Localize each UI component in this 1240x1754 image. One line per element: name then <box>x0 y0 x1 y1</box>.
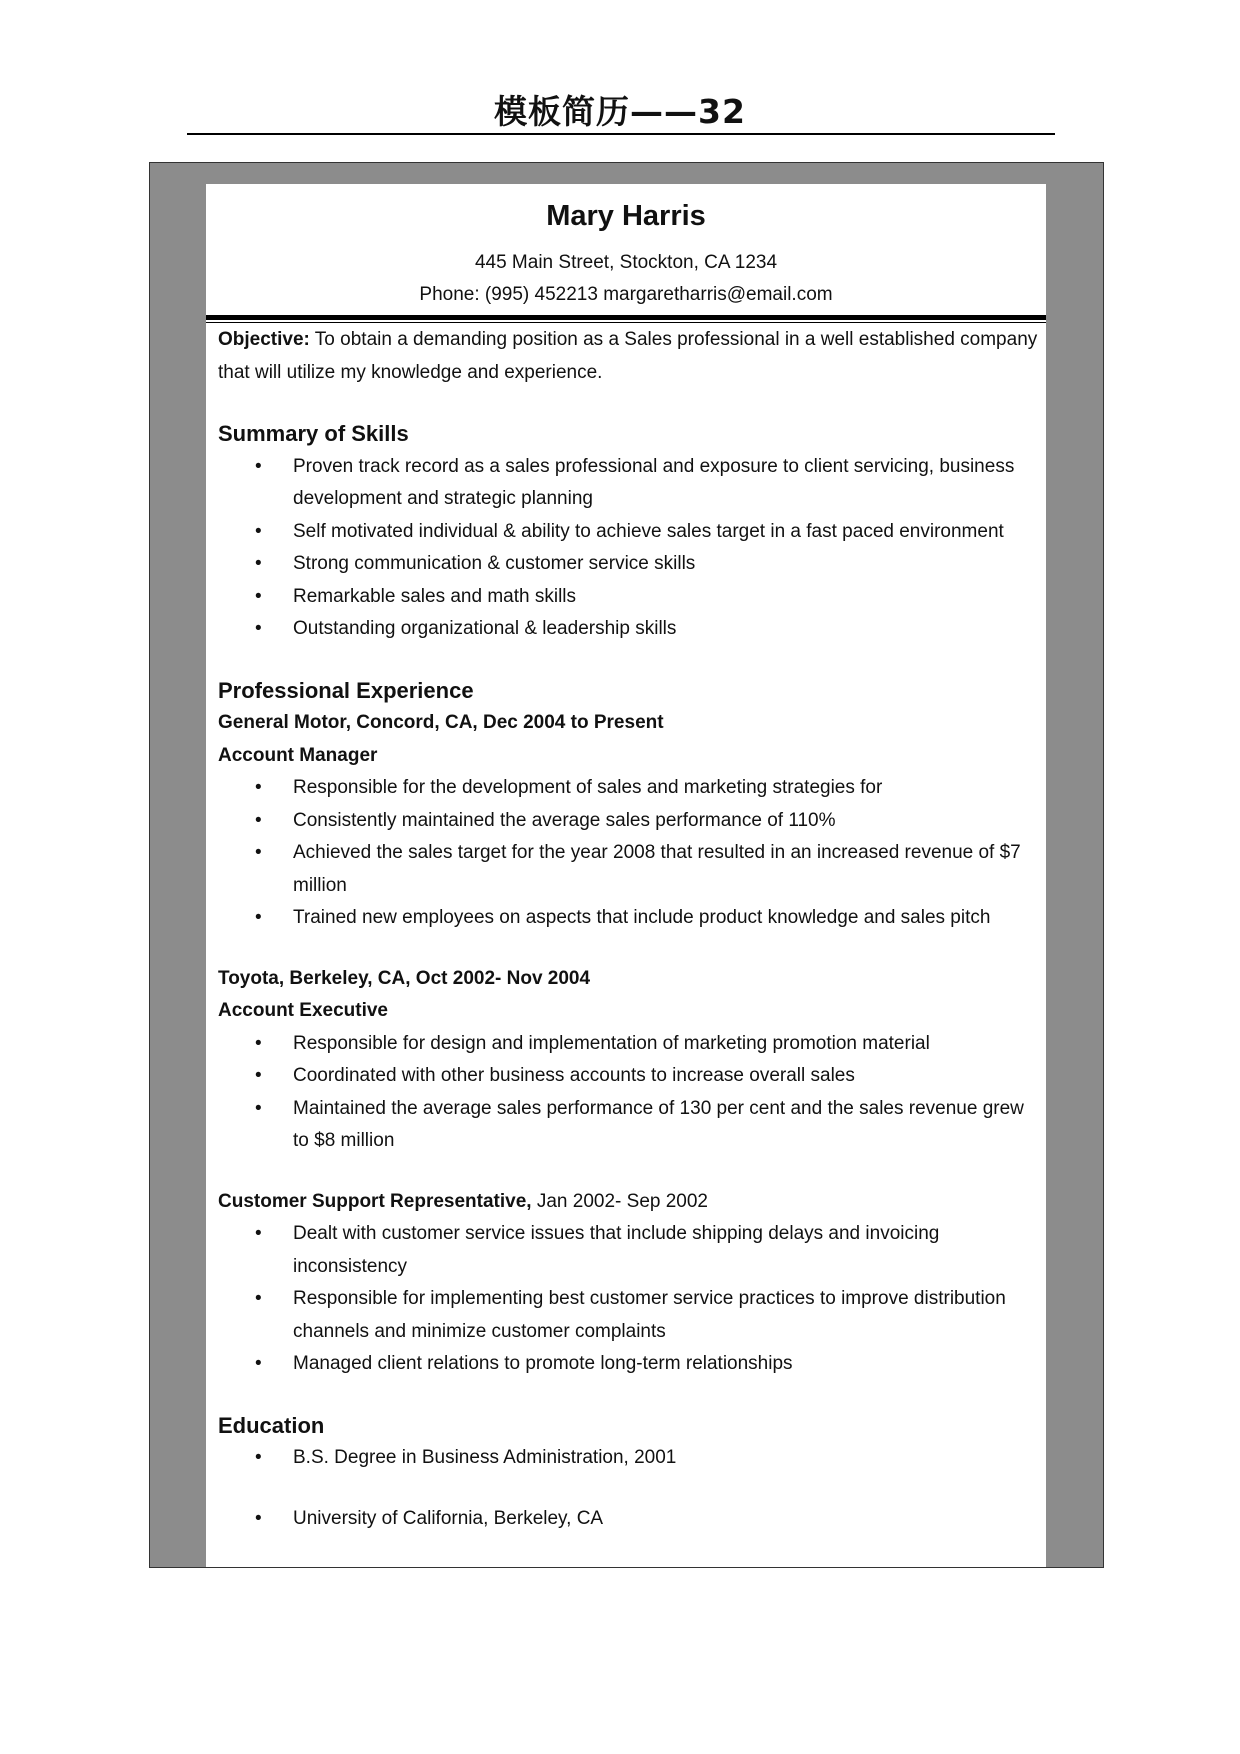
skill-item: • Remarkable sales and math skills <box>218 581 1038 614</box>
job-title: Customer Support Representative, <box>218 1190 532 1212</box>
skill-item: • Outstanding organizational & leadership skills <box>218 613 1038 646</box>
duty-item: • Trained new employees on aspects that include product knowledge and sales pitch <box>218 902 1038 935</box>
job-dates: Jan 2002- Sep 2002 <box>531 1190 708 1212</box>
bullet-icon: • <box>255 585 262 607</box>
bullet-icon: • <box>255 618 262 639</box>
job-customer-support <box>218 1186 1038 1381</box>
resume-page <box>206 184 1046 1567</box>
education-item: • B.S. Degree in Business Administration, 2001 <box>218 1442 1038 1475</box>
objective-paragraph <box>218 324 1038 389</box>
document-title: 模板简历——32 <box>494 92 746 131</box>
education-list <box>218 1442 1038 1535</box>
duty-item: • Achieved the sales target for the year 2008 that resulted in an increased revenue of $7 million <box>218 837 1038 902</box>
bullet-icon: • <box>255 777 262 798</box>
job-general-motor <box>218 707 1038 935</box>
job-title: Account Executive <box>218 1000 388 1021</box>
job-title: Account Manager <box>218 744 378 766</box>
contact-phone-email: Phone: (995) 452213 margaretharris@email.com <box>419 284 833 305</box>
skill-item: • Strong communication & customer service skills <box>218 548 1038 581</box>
job-duties-list <box>218 1028 1038 1158</box>
resume-body <box>218 324 1038 1535</box>
job-duties-list <box>218 1218 1038 1381</box>
bullet-icon: • <box>255 842 262 863</box>
job-company-line: Toyota, Berkeley, CA, Oct 2002- Nov 2004 <box>218 967 591 989</box>
education-item: • University of California, Berkeley, CA <box>218 1503 1038 1536</box>
duty-item: • Managed client relations to promote long-term relationships <box>218 1348 1038 1381</box>
job-duties-list <box>218 772 1038 935</box>
bullet-icon: • <box>255 553 262 574</box>
duty-item: • Responsible for implementing best customer service practices to improve distribution channels and minimize customer complaints <box>218 1283 1038 1348</box>
duty-item: • Responsible for design and implementation of marketing promotion material <box>218 1028 1038 1061</box>
bullet-icon: • <box>255 1288 262 1309</box>
bullet-icon: • <box>255 1507 262 1529</box>
duty-item: • Responsible for the development of sales and marketing strategies for <box>218 772 1038 805</box>
skill-item: • Self motivated individual & ability to achieve sales target in a fast paced environment <box>218 516 1038 549</box>
duty-item: • Maintained the average sales performance of 130 per cent and the sales revenue grew to $8 million <box>218 1093 1038 1158</box>
contact-address: 445 Main Street, Stockton, CA 1234 <box>474 252 778 273</box>
bullet-icon: • <box>255 1032 262 1054</box>
objective-text: To obtain a demanding position as a Sales professional in a well established company that will utilize my knowledge and experience. <box>218 329 1038 383</box>
header-divider-thin <box>206 322 1046 323</box>
skill-item: • Proven track record as a sales professional and exposure to client servicing, business development and strategic planning <box>218 451 1038 516</box>
bullet-icon: • <box>255 1223 262 1244</box>
title-underline <box>187 133 1055 135</box>
candidate-name: Mary Harris <box>546 200 706 232</box>
job-toyota <box>218 963 1038 1158</box>
header-divider-thick <box>206 315 1046 320</box>
bullet-icon: • <box>255 1097 262 1119</box>
job-company-line: General Motor, Concord, CA, Dec 2004 to Present <box>218 712 664 733</box>
bullet-icon: • <box>255 907 262 928</box>
bullet-icon: • <box>255 455 262 477</box>
bullet-icon: • <box>255 1447 262 1468</box>
skills-heading: Summary of Skills <box>218 421 409 446</box>
bullet-icon: • <box>255 520 262 542</box>
job-title-line <box>218 1186 1038 1219</box>
duty-item: • Consistently maintained the average sales performance of 110% <box>218 805 1038 838</box>
duty-item: • Dealt with customer service issues that include shipping delays and invoicing inconsistency <box>218 1218 1038 1283</box>
skills-list <box>218 451 1038 646</box>
bullet-icon: • <box>255 1353 262 1374</box>
education-heading: Education <box>218 1412 325 1438</box>
objective-label: Objective: <box>218 329 310 350</box>
bullet-icon: • <box>255 1065 262 1086</box>
experience-heading: Professional Experience <box>218 677 474 703</box>
duty-item: • Coordinated with other business accounts to increase overall sales <box>218 1060 1038 1093</box>
bullet-icon: • <box>255 809 262 831</box>
